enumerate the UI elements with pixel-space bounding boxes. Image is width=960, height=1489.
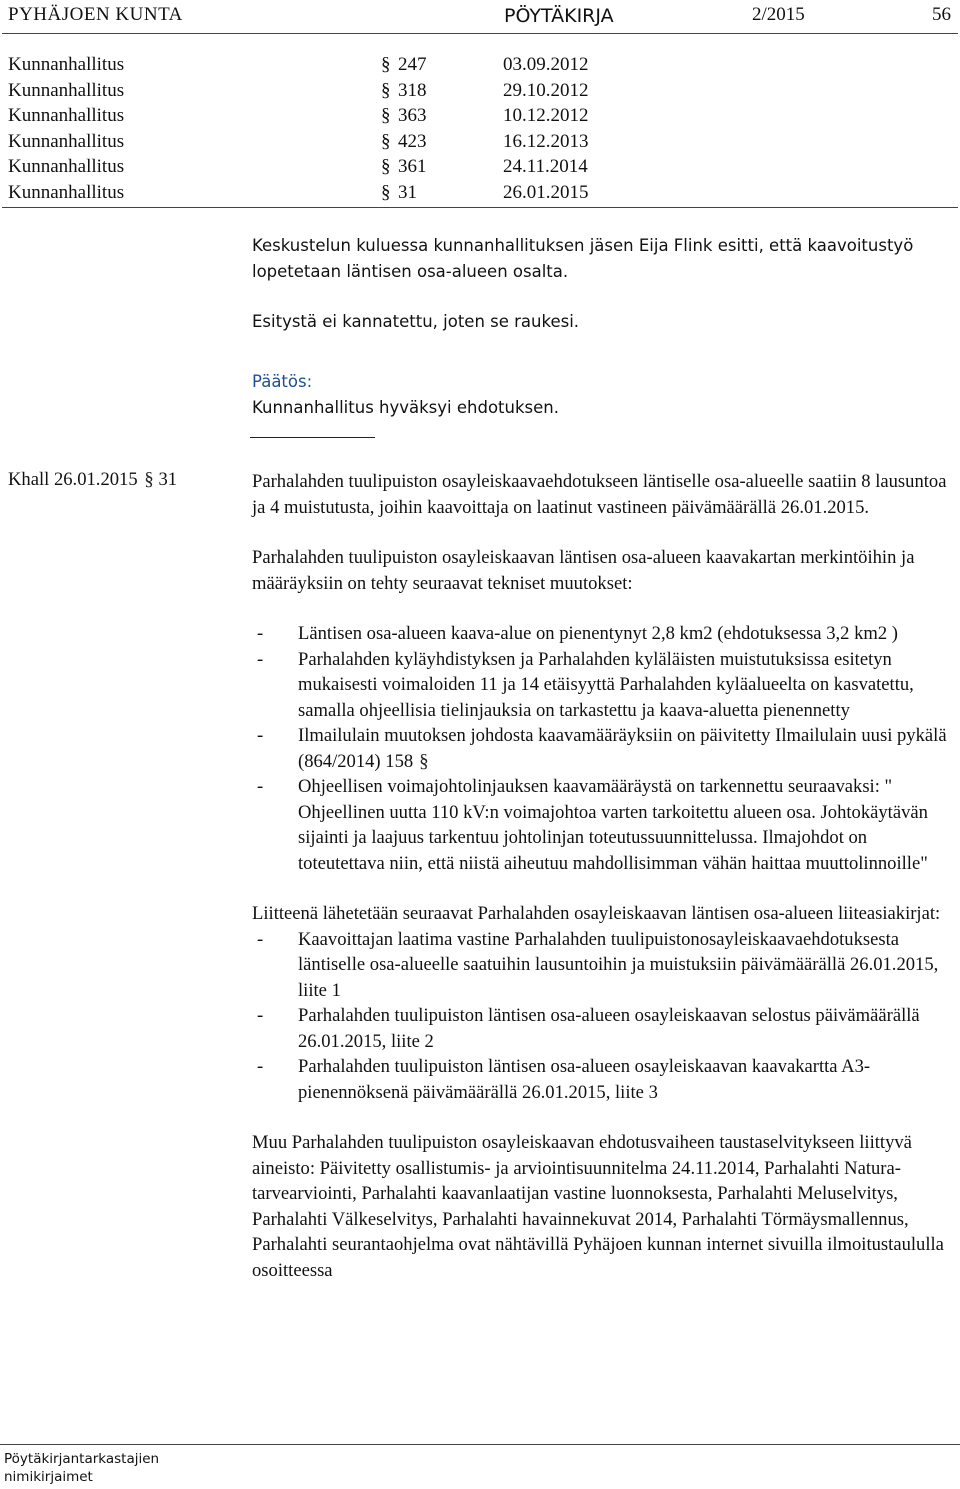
history-body: Kunnanhallitus bbox=[8, 156, 125, 177]
page-number: 56 bbox=[932, 4, 951, 25]
municipality-name: PYHÄJOEN KUNTA bbox=[8, 4, 183, 25]
history-date: 16.12.2013 bbox=[503, 130, 589, 152]
history-date: 29.10.2012 bbox=[503, 79, 589, 101]
item-intro: Parhalahden tuulipuiston osayleiskaavaehdotukseen läntiselle osa-alueelle saatiin 8 lausuntoa ja 4 muistutusta, joihin kaavoittaja on laatinut vastineen päivämäärällä 26.01.2015. bbox=[252, 471, 947, 518]
list-item-text: Kaavoittajan laatima vastine Parhalahden tuulipuistonosayleiskaavaehdotuksesta läntiselle osa-alueelle saatuihin lausuntoihin ja muistuksiin päivämäärällä 26.01.2015, liite 1 bbox=[298, 928, 939, 1001]
history-row bbox=[8, 182, 608, 207]
attachments-list bbox=[252, 927, 958, 1106]
bullet-dash: - bbox=[257, 725, 264, 746]
history-section: 361 bbox=[398, 156, 427, 177]
document-type: PÖYTÄKIRJA bbox=[504, 5, 614, 27]
item-ref-prefix: Khall 26.01.2015 bbox=[8, 469, 138, 490]
changes-intro: Parhalahden tuulipuiston osayleiskaavan läntisen osa-alueen kaavakartan merkintöihin ja määräyksiin on tehty seuraavat tekniset muutokset: bbox=[252, 547, 915, 594]
history-row bbox=[8, 80, 608, 105]
changes-list bbox=[252, 621, 958, 876]
history-section: 423 bbox=[398, 130, 427, 152]
history-date: 03.09.2012 bbox=[503, 54, 589, 75]
list-item-text: Parhalahden tuulipuiston läntisen osa-alueen osayleiskaavan selostus päivämäärällä 26.01.2015, liite 2 bbox=[298, 1005, 920, 1052]
decision-label: Päätös: bbox=[252, 372, 313, 391]
result-text: Esitystä ei kannatettu, joten se raukesi. bbox=[252, 312, 580, 331]
footer-label bbox=[4, 1450, 159, 1486]
history-date: 26.01.2015 bbox=[503, 181, 589, 203]
footer-rule bbox=[0, 1444, 960, 1445]
bullet-dash: - bbox=[257, 928, 264, 950]
decision-text: Kunnanhallitus hyväksyi ehdotuksen. bbox=[252, 397, 559, 417]
history-row bbox=[8, 156, 608, 181]
section-icon: § bbox=[381, 156, 391, 177]
list-item bbox=[252, 1054, 958, 1105]
section-icon: § bbox=[144, 469, 154, 490]
history-rule bbox=[2, 207, 958, 208]
history-section: 31 bbox=[398, 181, 417, 203]
list-item bbox=[252, 1003, 958, 1054]
discussion-result bbox=[252, 309, 958, 335]
list-item bbox=[252, 647, 958, 724]
list-item bbox=[252, 774, 958, 876]
item-reference bbox=[8, 469, 177, 491]
list-item-text: Parhalahden tuulipuiston läntisen osa-alueen osayleiskaavan kaavakartta A3-pienennöksenä päivämäärällä 26.01.2015, liite 3 bbox=[298, 1056, 871, 1103]
section-icon: § bbox=[381, 54, 391, 75]
history-body: Kunnanhallitus bbox=[8, 105, 125, 126]
list-item-text: Ohjeellisen voimajohtolinjauksen kaavamääräystä on tarkennettu seuraavaksi: " Ohjeellinen uutta 110 kV:n voimajohtoa varten tarkoitettu alueen osa. Johtokäytävän sijainti ja laajuus tarkentuu johtolinjan toteutussuunnittelussa. Ilmajohdot on toteutettava niin, että niistä aiheutuu mahdollisimman vähän haittaa muuttolinnoille" bbox=[298, 776, 928, 874]
document-number: 2/2015 bbox=[752, 4, 805, 25]
list-item bbox=[252, 723, 958, 774]
bullet-dash: - bbox=[257, 648, 264, 670]
bullet-dash: - bbox=[257, 623, 264, 644]
discussion-paragraph bbox=[252, 233, 956, 284]
history-body: Kunnanhallitus bbox=[8, 54, 125, 75]
footer-line-2: nimikirjaimet bbox=[4, 1469, 93, 1485]
history-body: Kunnanhallitus bbox=[8, 181, 125, 203]
section-icon: § bbox=[381, 79, 391, 101]
bullet-dash: - bbox=[257, 776, 264, 797]
history-row bbox=[8, 105, 608, 130]
history-body: Kunnanhallitus bbox=[8, 79, 125, 101]
history-body: Kunnanhallitus bbox=[8, 130, 125, 152]
discussion-text: Keskustelun kuluessa kunnanhallituksen jäsen Eija Flink esitti, että kaavoitustyö lopetetaan läntisen osa-alueen osalta. bbox=[252, 236, 914, 281]
list-item-text: Läntisen osa-alueen kaava-alue on pienentynyt 2,8 km2 (ehdotuksessa 3,2 km2 ) bbox=[298, 623, 898, 644]
list-item-text: Parhalahden kyläyhdistyksen ja Parhalahden kyläläisten muistutuksissa esitetyn mukaisesti voimaloiden 11 ja 14 etäisyyttä Parhalahden kyläalueelta on kasvatettu, samalla ohjeellisia tielinjauksia on tarkastettu ja kaava-aluetta pienennetty bbox=[298, 648, 914, 721]
history-section: 247 bbox=[398, 54, 427, 75]
attachments-intro: Liitteenä lähetetään seuraavat Parhalahden osayleiskaavan läntisen osa-alueen liiteasiakirjat: bbox=[252, 903, 941, 924]
section-icon: § bbox=[381, 181, 391, 203]
decision-underline bbox=[250, 437, 375, 438]
history-row bbox=[8, 54, 608, 79]
section-icon: § bbox=[419, 750, 429, 772]
item-body bbox=[252, 469, 958, 1283]
other-material: Muu Parhalahden tuulipuiston osayleiskaavan ehdotusvaiheen taustaselvitykseen liittyvä aineisto: Päivitetty osallistumis- ja arviointisuunnitelma 24.11.2014, Parhalahti Natura-tarvearviointi, Parhalahti kaavanlaatijan vastine luonnoksesta, Parhalahti Meluselvitys, Parhalahti Välkeselvitys, Parhalahti havainnekuvat 2014, Parhalahti Törmäysmallennus, Parhalahti seurantaohjelma ovat nähtävillä Pyhäjoen kunnan internet sivuilla ilmoitustaululla osoitteessa bbox=[252, 1132, 944, 1281]
section-icon: § bbox=[381, 130, 391, 152]
history-section: 363 bbox=[398, 105, 427, 126]
bullet-dash: - bbox=[257, 1005, 264, 1026]
header-rule bbox=[2, 33, 958, 34]
list-item bbox=[252, 927, 958, 1004]
decision-block bbox=[252, 369, 958, 420]
bullet-dash: - bbox=[257, 1056, 264, 1077]
section-icon: § bbox=[381, 105, 391, 126]
history-date: 10.12.2012 bbox=[503, 105, 589, 126]
footer-line-1: Pöytäkirjantarkastajien bbox=[4, 1451, 160, 1467]
history-row bbox=[8, 131, 608, 156]
list-item bbox=[252, 621, 958, 647]
list-item-text: Ilmailulain muutoksen johdosta kaavamääräyksiin on päivitetty Ilmailulain uusi pykälä (864/2014) 158 bbox=[298, 725, 947, 772]
history-date: 24.11.2014 bbox=[503, 156, 588, 177]
history-section: 318 bbox=[398, 79, 427, 101]
item-ref-number: 31 bbox=[158, 469, 178, 490]
